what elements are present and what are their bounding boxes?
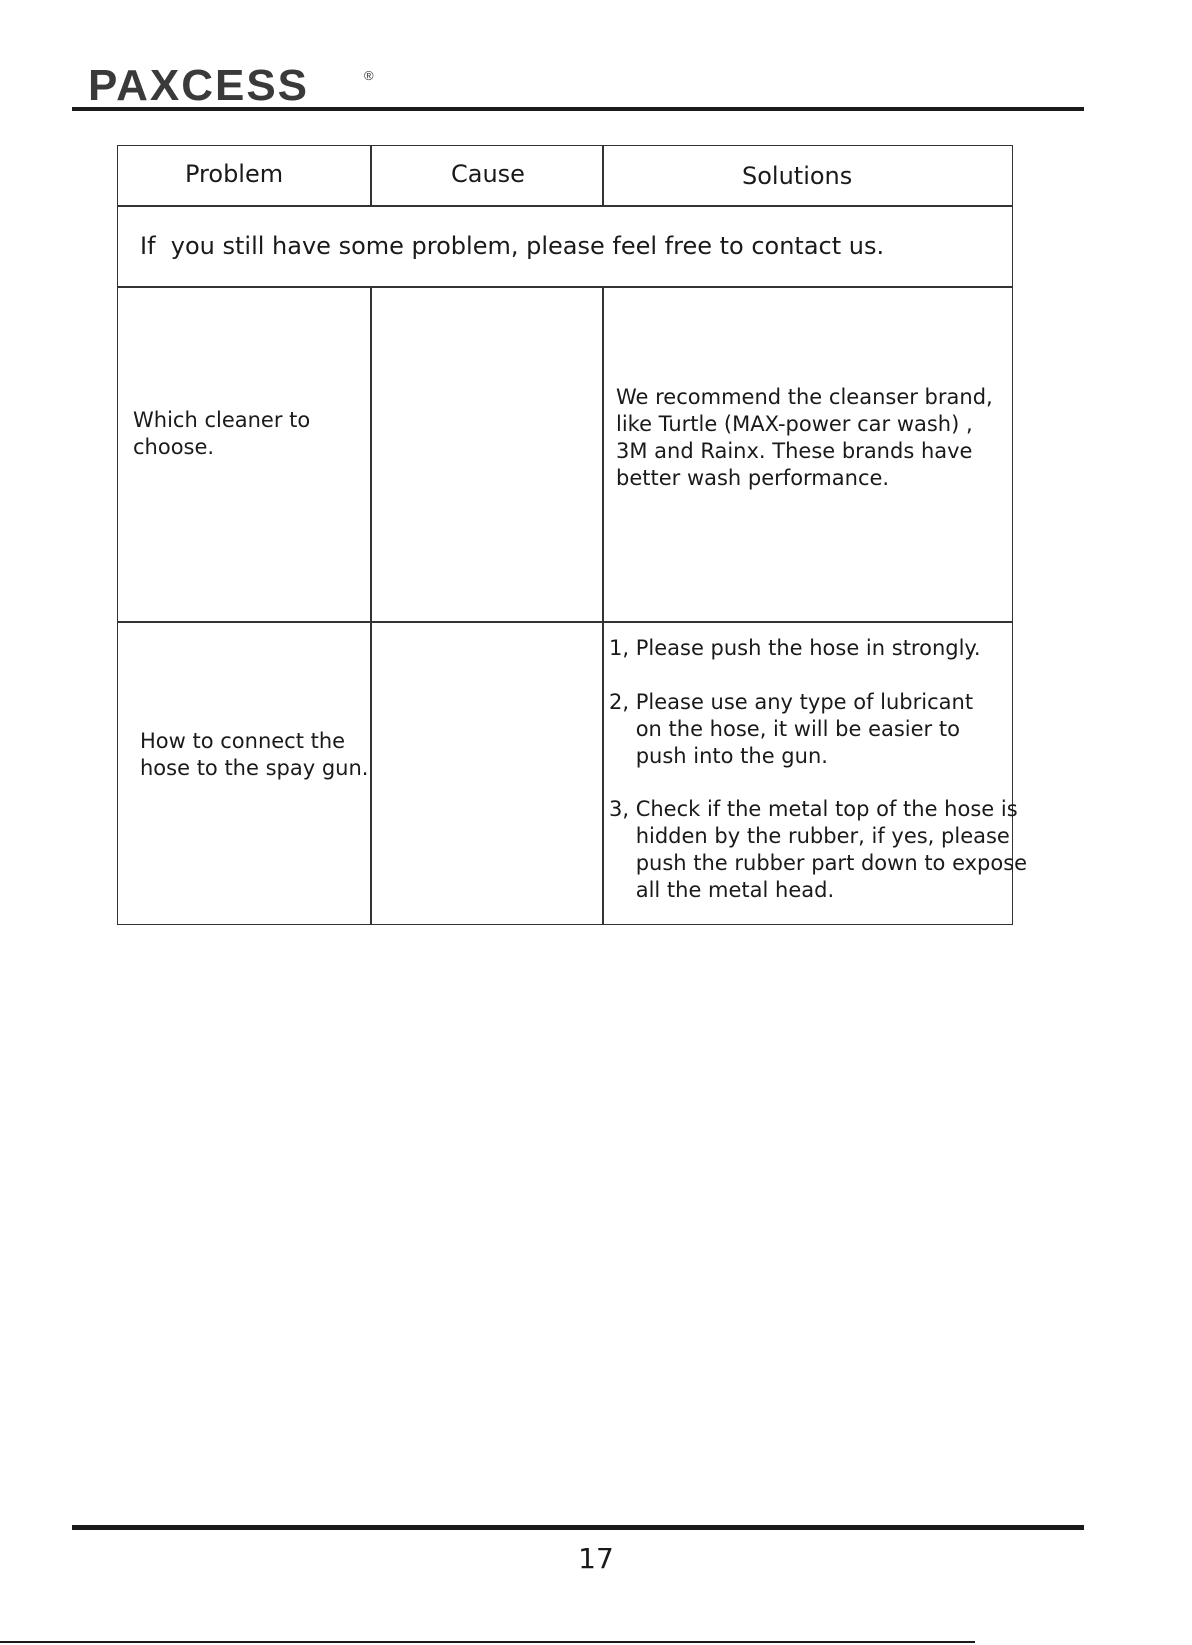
footer-rule (72, 1525, 1084, 1530)
row-divider (118, 621, 1012, 623)
troubleshooting-table (117, 145, 1028, 925)
header-solutions: Solutions (742, 162, 853, 190)
column-divider (602, 286, 604, 924)
column-divider (370, 146, 372, 205)
header-cause: Cause (451, 160, 525, 188)
row-2-problem: How to connect the hose to the spay gun. (140, 729, 369, 780)
bottom-edge-rule (0, 1641, 975, 1643)
row-2-solution-step-3: 3, Check if the metal top of the hose is hidden by the rubber, if yes, please push the rubber part down to expose all the metal head. (609, 797, 1028, 902)
row-1-problem: Which cleaner to choose. (133, 408, 311, 459)
page-number: 17 (578, 1542, 614, 1575)
row-1-solution: We recommend the cleanser brand, like Turtle (MAX-power car wash) , 3M and Rainx. These brands have better wash performance. (616, 385, 993, 490)
header-problem: Problem (185, 160, 284, 188)
contact-notice: If you still have some problem, please feel free to contact us. (140, 232, 885, 260)
registered-mark: ® (364, 68, 374, 83)
row-2-solution-step-1: 1, Please push the hose in strongly. (609, 636, 981, 660)
row-divider (118, 286, 1012, 288)
column-divider (370, 286, 372, 924)
row-divider (118, 205, 1012, 207)
brand-name: PAXCESS (88, 61, 310, 106)
row-2-solution-step-2: 2, Please use any type of lubricant on the hose, it will be easier to push into the gun. (609, 690, 974, 768)
header-rule (72, 107, 1084, 111)
column-divider (602, 146, 604, 205)
paxcess-logo (88, 60, 378, 106)
